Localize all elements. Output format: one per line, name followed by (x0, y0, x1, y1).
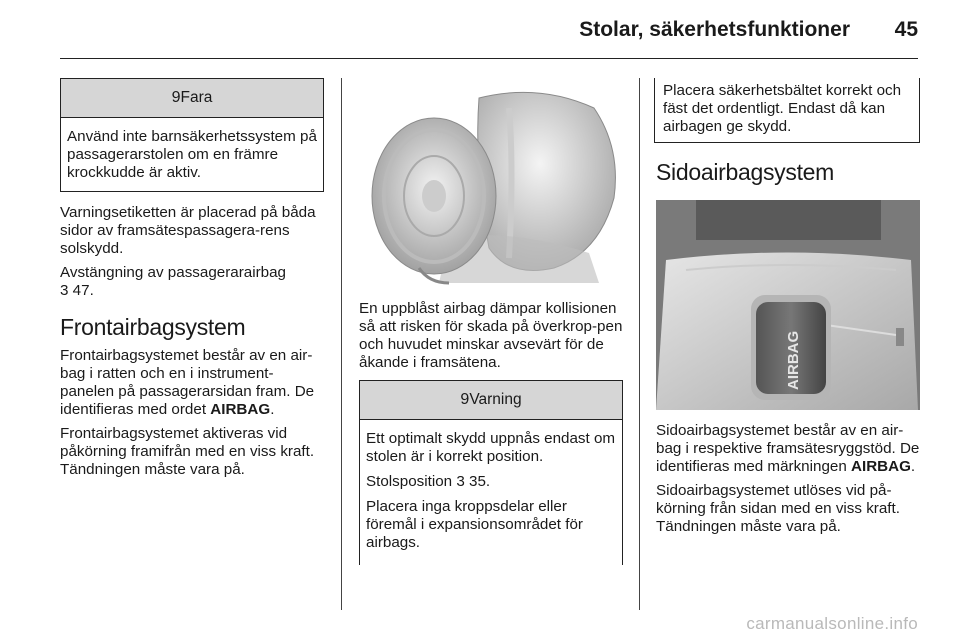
column-3 (656, 78, 920, 542)
page-reference-icon: 3 (60, 282, 69, 299)
warning-box-text (366, 473, 616, 491)
warning-box-header (360, 381, 622, 420)
column-2 (359, 78, 623, 565)
danger-box-text: Använd inte barnsäkerhetssystem på passagerarstolen om en främre krockkudde är aktiv. (67, 128, 317, 181)
paragraph-end: . (910, 458, 916, 475)
warning-box-text: Ett optimalt skydd uppnås endast om stolen är i korrekt position. (366, 430, 616, 465)
column-divider-1 (341, 78, 342, 610)
continued-warning-box (654, 78, 920, 143)
bold-term: AIRBAG (851, 458, 911, 475)
header-rule (60, 58, 918, 59)
column-divider-2 (639, 78, 640, 610)
paragraph-text: Avstängning av passagerarairbag (60, 264, 286, 281)
paragraph-text: Frontairbagsystemet består av en air-bag i ratten och en i instrument-panelen på passagerarsidan fram. De identifieras med ordet (60, 347, 315, 418)
paragraph: Sidoairbagsystemet utlöses vid på-körning från sidan med en viss kraft. Tändningen måste vara på. (656, 482, 900, 535)
page-header-title: Stolar, säkerhetsfunktioner (579, 18, 850, 41)
bold-term: AIRBAG (210, 401, 271, 418)
warning-box-text: Placera säkerhetsbältet korrekt och fäst det ordentligt. Endast då kan airbagen ge skydd. (663, 82, 902, 135)
paragraph (60, 347, 324, 419)
warning-box-title: Varning (469, 391, 522, 408)
warning-box (359, 380, 623, 565)
paragraph-text: Sidoairbagsystemet består av en air-bag i respektive framsätesryggstöd. De identifieras med märkningen (656, 422, 920, 475)
seat-airbag-illustration (656, 200, 920, 410)
page-reference[interactable]: 35. (464, 473, 491, 490)
page-number: 45 (894, 18, 918, 41)
danger-box-header (61, 79, 323, 118)
paragraph-end: . (270, 401, 275, 418)
danger-box (60, 78, 324, 192)
page-reference-icon: 3 (456, 473, 465, 490)
watermark: carmanualsonline.info (746, 614, 918, 633)
airbag-illustration (359, 78, 623, 290)
paragraph (60, 264, 324, 300)
warning-triangle-icon: 9 (171, 89, 181, 106)
image-caption: En uppblåst airbag dämpar kollisionen så att risken för skada på överkrop-pen och huvudet minskar avsevärt för de åkande i framsätena. (359, 300, 623, 371)
paragraph-text: Stolsposition (366, 473, 453, 490)
section-heading: Sidoairbagsystem (656, 159, 835, 185)
warning-triangle-icon: 9 (460, 391, 470, 408)
page-reference[interactable]: 47. (68, 282, 94, 299)
paragraph: Frontairbagsystemet aktiveras vid påkörning framifrån med en viss kraft. Tändningen måste vara på. (60, 425, 315, 478)
danger-box-title: Fara (180, 89, 213, 106)
airbag-label: AIRBAG (785, 330, 802, 390)
warning-box-text: Placera inga kroppsdelar eller föremål i expansionsområdet för airbags. (366, 498, 583, 551)
column-1 (60, 78, 324, 485)
paragraph (656, 422, 920, 476)
section-heading: Frontairbagsystem (60, 314, 246, 340)
paragraph: Varningsetiketten är placerad på båda sidor av framsätespassagera-rens solskydd. (60, 204, 316, 257)
